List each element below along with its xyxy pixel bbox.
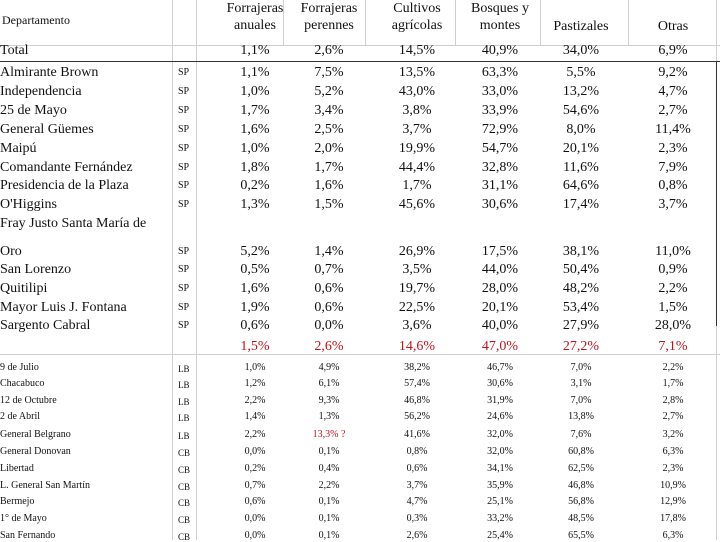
value-cell: 40,9% [481, 43, 519, 58]
value-cell: 3,1% [570, 378, 592, 389]
value-cell: 1,4% [314, 244, 344, 259]
department-name: 25 de Mayo [0, 103, 67, 118]
value-cell: 53,4% [562, 300, 600, 315]
value-cell: 54,6% [562, 103, 600, 118]
value-cell: 19,9% [398, 141, 436, 156]
column-header-3: Cultivos agrícolas [391, 1, 443, 33]
value-cell: 4,7% [658, 84, 688, 99]
value-cell: 17,5% [481, 244, 519, 259]
region-code: SP [178, 264, 190, 275]
value-cell: 0,0% [244, 513, 266, 524]
value-cell: 57,4% [404, 378, 430, 389]
value-cell: 1,6% [240, 122, 270, 137]
department-name: General Güemes [0, 122, 94, 137]
value-cell: 45,6% [398, 197, 436, 212]
header-departamento: Departamento [2, 13, 70, 27]
value-cell: 0,5% [240, 262, 270, 277]
value-cell: 3,7% [658, 197, 688, 212]
department-name: Oro [0, 244, 22, 259]
department-name: Presidencia de la Plaza [0, 178, 129, 193]
region-code: SP [178, 162, 190, 173]
region-code: SP [178, 67, 190, 78]
value-cell: 38,1% [562, 244, 600, 259]
value-cell: 0,2% [244, 463, 266, 474]
value-cell: 4,9% [318, 362, 340, 373]
value-cell: 46,7% [487, 362, 513, 373]
value-cell: 3,7% [406, 480, 428, 491]
value-cell: 7,6% [570, 429, 592, 440]
value-cell: 34,0% [562, 43, 600, 58]
value-cell: 65,5% [568, 530, 594, 541]
department-name: San Lorenzo [0, 262, 72, 277]
region-code: CB [178, 498, 191, 508]
value-cell: 56,8% [568, 496, 594, 507]
value-cell: 41,6% [404, 429, 430, 440]
value-cell: 0,8% [658, 178, 688, 193]
region-code: LB [178, 413, 190, 423]
value-cell: 50,4% [562, 262, 600, 277]
value-cell: 13,5% [398, 65, 436, 80]
value-cell: 3,8% [402, 103, 432, 118]
value-cell: 0,0% [244, 446, 266, 457]
department-name: Chacabuco [0, 378, 45, 389]
value-cell: 0,6% [314, 281, 344, 296]
value-cell: 34,1% [487, 463, 513, 474]
value-cell: 2,7% [658, 103, 688, 118]
department-name: Fray Justo Santa María de [0, 216, 147, 231]
region-code: SP [178, 246, 190, 257]
value-cell: 12,9% [660, 496, 686, 507]
region-code: SP [178, 180, 190, 191]
value-cell: 0,9% [658, 262, 688, 277]
value-cell: 35,9% [487, 480, 513, 491]
region-code: SP [178, 124, 190, 135]
value-cell: 0,1% [318, 496, 340, 507]
value-cell: 7,1% [658, 339, 688, 354]
value-cell: 1,0% [240, 84, 270, 99]
value-cell: 43,0% [398, 84, 436, 99]
value-cell: 2,0% [314, 141, 344, 156]
department-name: General Donovan [0, 446, 71, 457]
value-cell: 0,3% [406, 513, 428, 524]
value-cell: 0,6% [314, 300, 344, 315]
value-cell: 6,1% [318, 378, 340, 389]
value-cell: 1,7% [402, 178, 432, 193]
value-cell: 5,2% [314, 84, 344, 99]
value-cell: 1,5% [658, 300, 688, 315]
value-cell: 32,0% [487, 429, 513, 440]
value-cell: 2,2% [318, 480, 340, 491]
value-cell: 11,6% [563, 160, 599, 175]
region-code: SP [178, 105, 190, 116]
value-cell: 0,0% [314, 318, 344, 333]
value-cell: 5,5% [566, 65, 596, 80]
value-cell: 0,6% [244, 496, 266, 507]
department-name: San Fernando [0, 530, 56, 541]
value-cell: 20,1% [481, 300, 519, 315]
value-cell: 27,9% [562, 318, 600, 333]
value-cell: 14,5% [398, 43, 436, 58]
value-cell: 3,7% [402, 122, 432, 137]
value-cell: 19,7% [398, 281, 436, 296]
column-header-1: Forrajeras anuales [226, 1, 284, 33]
value-cell: 2,2% [244, 429, 266, 440]
value-cell: 44,4% [398, 160, 436, 175]
region-code: LB [178, 397, 190, 407]
value-cell: 13,2% [562, 84, 600, 99]
value-cell: 1,1% [240, 65, 270, 80]
region-code: LB [178, 380, 190, 390]
value-cell: 3,4% [314, 103, 344, 118]
value-cell: 2,3% [662, 463, 684, 474]
value-cell: 0,6% [240, 318, 270, 333]
department-name: 2 de Abril [0, 411, 40, 422]
value-cell: 30,6% [481, 197, 519, 212]
value-cell: 1,5% [314, 197, 344, 212]
value-cell: 2,5% [314, 122, 344, 137]
value-cell: 7,0% [570, 395, 592, 406]
department-name: Bermejo [0, 496, 35, 507]
value-cell: 47,0% [481, 339, 519, 354]
value-cell: 2,2% [658, 281, 688, 296]
value-cell: 17,8% [660, 513, 686, 524]
value-cell: 40,0% [481, 318, 519, 333]
department-name: General Belgrano [0, 429, 71, 440]
department-name: Almirante Brown [0, 65, 99, 80]
department-name: Independencia [0, 84, 82, 99]
value-cell: 1,1% [240, 43, 270, 58]
column-header-5: Pastizales [553, 19, 609, 34]
value-cell: 13,8% [568, 411, 594, 422]
value-cell: 0,0% [244, 530, 266, 541]
value-cell: 0,7% [244, 480, 266, 491]
value-cell: 46,8% [404, 395, 430, 406]
value-cell: 6,3% [662, 446, 684, 457]
value-cell: 2,2% [662, 362, 684, 373]
value-cell: 28,0% [481, 281, 519, 296]
value-cell: 1,5% [240, 339, 270, 354]
value-cell: 25,1% [487, 496, 513, 507]
value-cell: 62,5% [568, 463, 594, 474]
value-cell: 2,6% [314, 339, 344, 354]
department-name: Mayor Luis J. Fontana [0, 300, 127, 315]
region-code: CB [178, 448, 191, 458]
value-cell: 9,3% [318, 395, 340, 406]
column-header-4: Bosques y montes [471, 1, 529, 33]
value-cell: 2,6% [406, 530, 428, 541]
value-cell: 2,8% [662, 395, 684, 406]
value-cell: 33,2% [487, 513, 513, 524]
value-cell: 0,7% [314, 262, 344, 277]
region-code: SP [178, 320, 190, 331]
region-code: CB [178, 482, 191, 492]
value-cell: 26,9% [398, 244, 436, 259]
value-cell: 2,2% [244, 395, 266, 406]
value-cell: 56,2% [404, 411, 430, 422]
value-cell: 1,6% [314, 178, 344, 193]
value-cell: 7,5% [314, 65, 344, 80]
value-cell: 0,1% [318, 446, 340, 457]
value-cell: 32,0% [487, 446, 513, 457]
column-header-2: Forrajeras perennes [300, 1, 358, 33]
value-cell: 31,1% [481, 178, 519, 193]
value-cell: 11,0% [655, 244, 691, 259]
value-cell: 38,2% [404, 362, 430, 373]
value-cell: 5,2% [240, 244, 270, 259]
region-code: CB [178, 515, 191, 525]
value-cell: 1,0% [244, 362, 266, 373]
value-cell: 60,8% [568, 446, 594, 457]
value-cell: 20,1% [562, 141, 600, 156]
value-cell: 25,4% [487, 530, 513, 541]
value-cell: 72,9% [481, 122, 519, 137]
value-cell: 63,3% [481, 65, 519, 80]
value-cell: 24,6% [487, 411, 513, 422]
value-cell: 3,6% [402, 318, 432, 333]
value-cell: 7,9% [658, 160, 688, 175]
value-cell: 2,6% [314, 43, 344, 58]
value-cell: 44,0% [481, 262, 519, 277]
value-cell: 1,8% [240, 160, 270, 175]
region-code: SP [178, 143, 190, 154]
value-cell: 31,9% [487, 395, 513, 406]
value-cell: 0,1% [318, 513, 340, 524]
value-cell: 1,2% [244, 378, 266, 389]
value-cell: 1,7% [314, 160, 344, 175]
value-cell: 33,9% [481, 103, 519, 118]
value-cell: 32,8% [481, 160, 519, 175]
department-name: Total [0, 43, 29, 58]
value-cell: 1,3% [318, 411, 340, 422]
value-cell: 1,7% [240, 103, 270, 118]
value-cell: 3,2% [662, 429, 684, 440]
column-header-6: Otras [657, 19, 689, 34]
value-cell: 11,4% [655, 122, 691, 137]
value-cell: 14,6% [398, 339, 436, 354]
department-name: O'Higgins [0, 197, 57, 212]
value-cell: 28,0% [654, 318, 692, 333]
value-cell: 8,0% [566, 122, 596, 137]
value-cell: 0,8% [406, 446, 428, 457]
value-cell: 9,2% [658, 65, 688, 80]
value-cell: 33,0% [481, 84, 519, 99]
value-cell: 1,4% [244, 411, 266, 422]
value-cell: 1,7% [662, 378, 684, 389]
value-cell: 1,9% [240, 300, 270, 315]
department-name: 9 de Julio [0, 362, 39, 373]
value-cell: 54,7% [481, 141, 519, 156]
department-name: L. General San Martín [0, 480, 90, 491]
department-name: Quitilipi [0, 281, 48, 296]
department-name: Comandante Fernández [0, 160, 133, 175]
value-cell: 27,2% [562, 339, 600, 354]
value-cell: 48,5% [568, 513, 594, 524]
region-code: CB [178, 465, 191, 475]
value-cell: 46,8% [568, 480, 594, 491]
department-name: 1° de Mayo [0, 513, 47, 524]
region-code: SP [178, 86, 190, 97]
value-cell: 22,5% [398, 300, 436, 315]
region-code: SP [178, 199, 190, 210]
value-cell: 1,3% [240, 197, 270, 212]
value-cell: 2,3% [658, 141, 688, 156]
value-cell: 64,6% [562, 178, 600, 193]
value-cell: 0,6% [406, 463, 428, 474]
value-cell: 17,4% [562, 197, 600, 212]
value-cell: 3,5% [402, 262, 432, 277]
department-name: Sargento Cabral [0, 318, 91, 333]
region-code: SP [178, 283, 190, 294]
value-cell: 4,7% [406, 496, 428, 507]
value-cell: 10,9% [660, 480, 686, 491]
region-code: LB [178, 364, 190, 374]
value-cell: 7,0% [570, 362, 592, 373]
value-cell: 6,3% [662, 530, 684, 541]
department-name: Maipú [0, 141, 37, 156]
value-cell: 1,0% [240, 141, 270, 156]
region-code: LB [178, 431, 190, 441]
value-cell: 0,4% [318, 463, 340, 474]
value-cell: 0,2% [240, 178, 270, 193]
department-name: Libertad [0, 463, 34, 474]
value-cell: 0,1% [318, 530, 340, 541]
value-cell: 13,3% ? [312, 429, 346, 440]
region-code: SP [178, 302, 190, 313]
value-cell: 30,6% [487, 378, 513, 389]
value-cell: 48,2% [562, 281, 600, 296]
department-name: 12 de Octubre [0, 395, 57, 406]
value-cell: 6,9% [658, 43, 688, 58]
value-cell: 1,6% [240, 281, 270, 296]
value-cell: 2,7% [662, 411, 684, 422]
region-code: CB [178, 532, 191, 542]
